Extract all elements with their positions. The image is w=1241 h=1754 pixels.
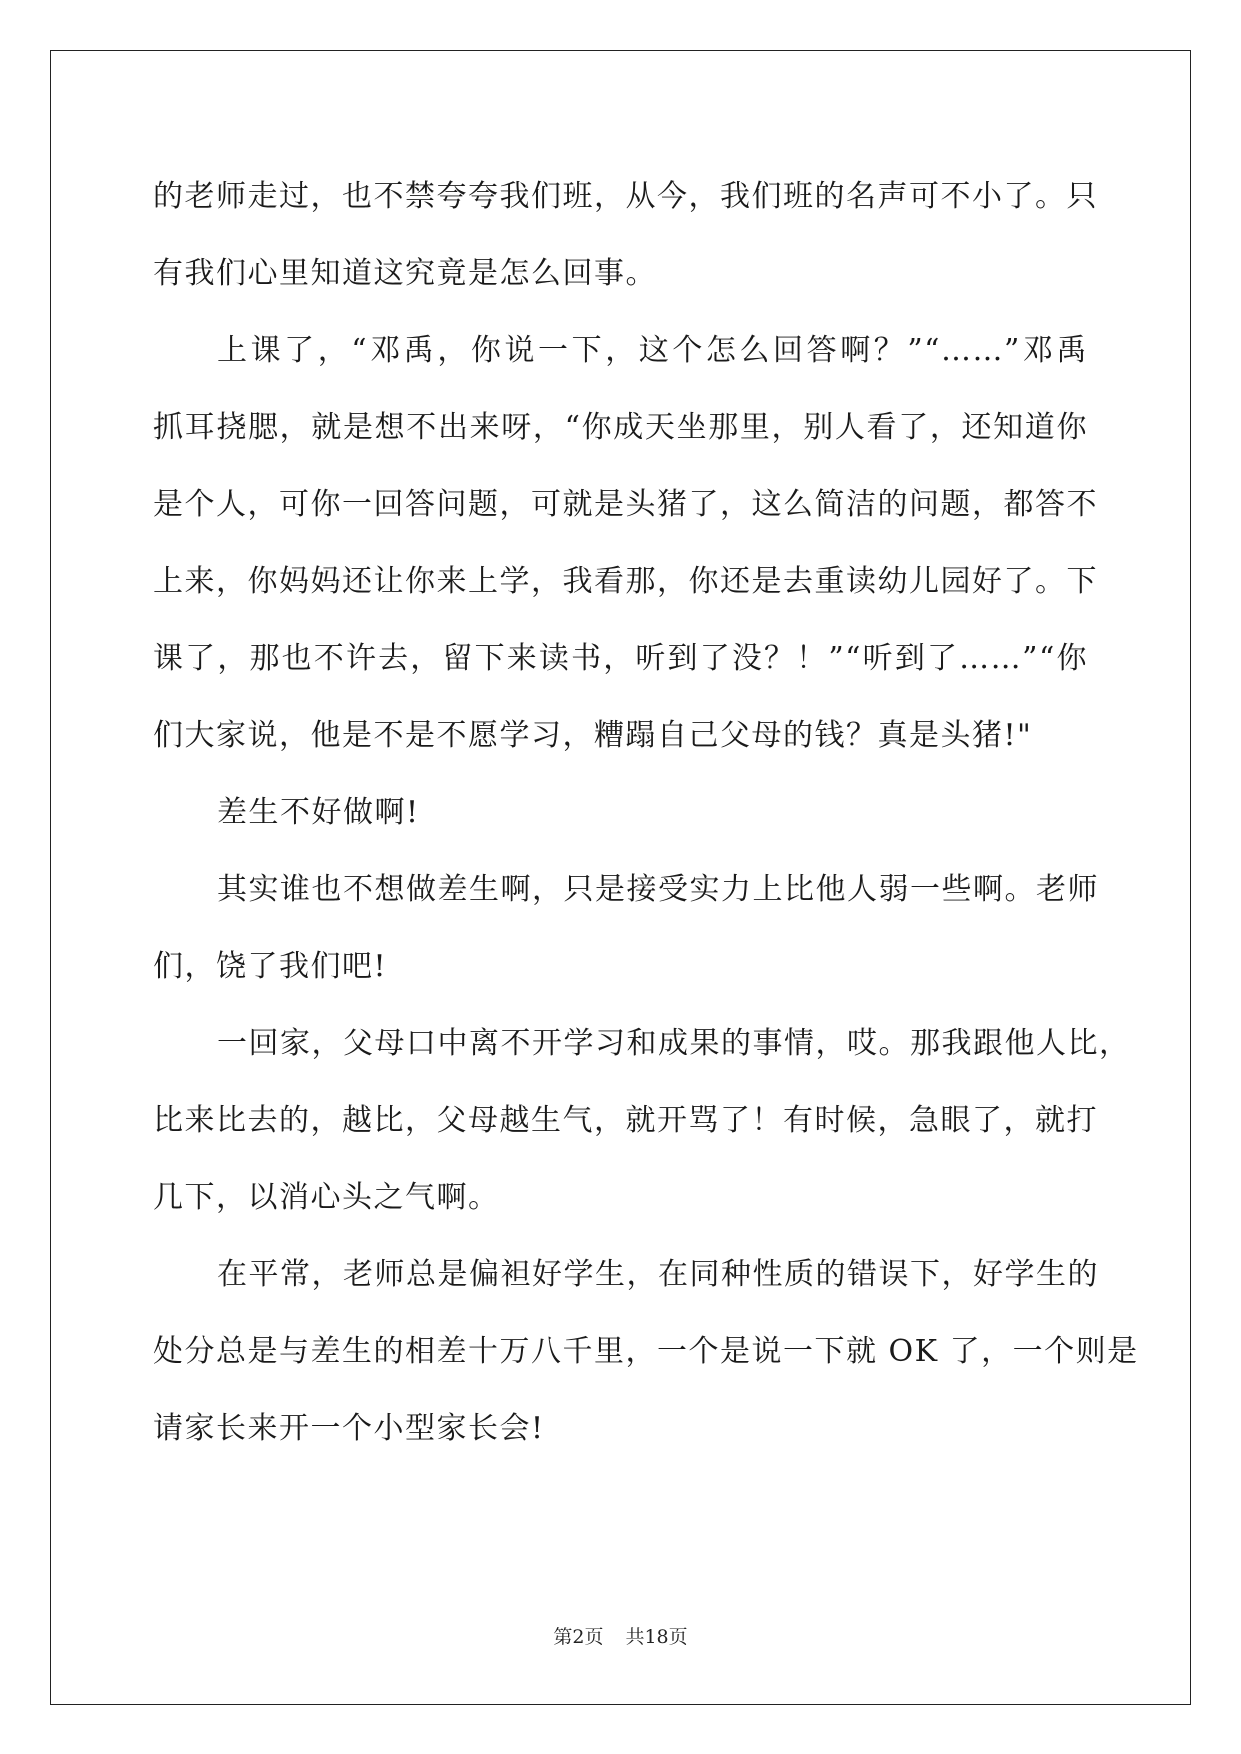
paragraph-first-line: 其实谁也不想做差生啊，只是接受实力上比他人弱一些啊。老师 [217, 872, 1099, 907]
page-number: 第2页 [553, 1626, 604, 1648]
text-line: 课了，那也不许去，留下来读书，听到了没？！”“听到了……”“你 [153, 641, 1088, 676]
text-line: 请家长来开一个小型家长会! [153, 1411, 545, 1446]
document-body [153, 158, 1139, 1467]
text-line: 有我们心里知道这究竟是怎么回事。 [153, 256, 657, 291]
text-line: 是个人，可你一回答问题，可就是头猪了，这么简洁的问题，都答不 [153, 487, 1098, 522]
text-line: 抓耳挠腮，就是想不出来呀，“你成天坐那里，别人看了，还知道你 [153, 410, 1088, 445]
page-footer [0, 1622, 1241, 1649]
text-line: 处分总是与差生的相差十万八千里，一个是说一下就 OK 了，一个则是 [153, 1334, 1139, 1369]
text-line: 们大家说，他是不是不愿学习，糟蹋自己父母的钱？真是头猪!" [153, 718, 1033, 753]
text-line: 比来比去的，越比，父母越生气，就开骂了！有时候，急眼了，就打 [153, 1103, 1098, 1138]
page-total: 共18页 [625, 1626, 688, 1648]
paragraph-first-line: 在平常，老师总是偏袒好学生，在同种性质的错误下，好学生的 [217, 1257, 1099, 1292]
text-line: 的老师走过，也不禁夸夸我们班，从今，我们班的名声可不小了。只 [153, 179, 1098, 214]
paragraph-first-line: 上课了，“邓禹，你说一下，这个怎么回答啊？”“……”邓禹 [217, 333, 1088, 368]
paragraph-first-line: 差生不好做啊! [217, 795, 420, 830]
text-line: 上来，你妈妈还让你来上学，我看那，你还是去重读幼儿园好了。下 [153, 564, 1098, 599]
text-line: 们，饶了我们吧! [153, 949, 388, 984]
paragraph-first-line: 一回家，父母口中离不开学习和成果的事情，哎。那我跟他人比， [217, 1026, 1131, 1061]
text-line: 几下，以消心头之气啊。 [153, 1180, 500, 1215]
